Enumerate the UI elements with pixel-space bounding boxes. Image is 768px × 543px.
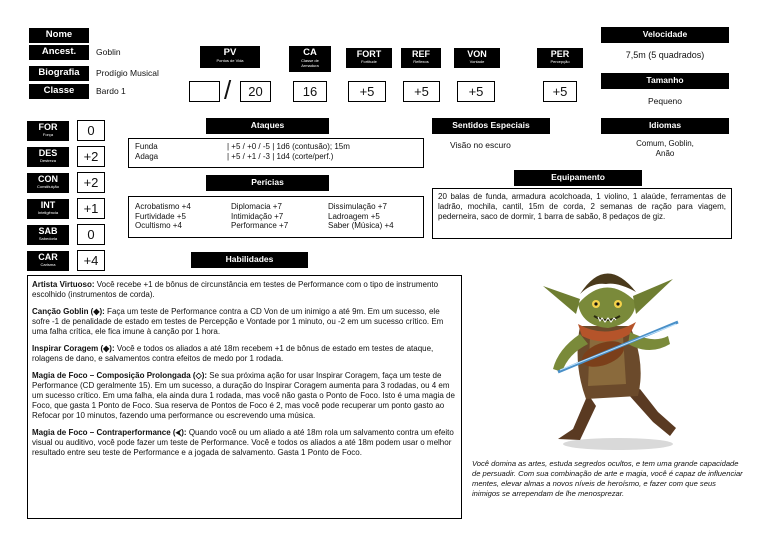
attr-int-label — [27, 199, 69, 219]
per-abbr: PER — [550, 49, 570, 59]
ataque-name: Funda — [135, 142, 158, 151]
pericia-item[interactable]: Ocultismo +4 — [135, 221, 182, 230]
equipamento-box[interactable]: 20 balas de funda, armadura acolchoada, 1 violino, 1 alaúde, ferramentas de ladrão, mochila, cantil, 15m de corda, 2 semanas de ração para viagem, pederneira, saco de dormir, 1 barra de sabão, 8 pedaços de giz. — [432, 188, 732, 239]
habilidades-box — [27, 275, 462, 519]
pericia-item[interactable]: Ladroagem +5 — [328, 211, 380, 221]
ataques-header: Ataques — [206, 118, 329, 134]
attr-for-value[interactable]: 0 — [77, 120, 105, 141]
attr-for-label — [27, 121, 69, 141]
attr-car-abbr: CAR — [38, 252, 58, 262]
attr-des-label — [27, 147, 69, 167]
von-sub: Vontade — [469, 59, 485, 64]
ref-abbr: REF — [412, 49, 430, 59]
name-label: Nome — [29, 28, 89, 43]
pericia-item[interactable]: Performance +7 — [231, 221, 289, 230]
ancestry-value[interactable]: Goblin — [96, 47, 121, 57]
ataque-name: Adaga — [135, 151, 159, 161]
idiomas-header: Idiomas — [601, 118, 729, 134]
habilidade-title: Magia de Foco – Contraperformance (⮜): — [32, 428, 187, 437]
background-label: Biografia — [29, 66, 89, 81]
habilidade-title: Canção Goblin (◆): — [32, 307, 105, 316]
ref-value-box[interactable]: +5 — [403, 81, 440, 102]
idiomas-value[interactable] — [601, 139, 729, 159]
velocidade-value[interactable]: 7,5m (5 quadrados) — [625, 50, 705, 60]
fort-label — [346, 48, 392, 68]
attr-sab-label — [27, 225, 69, 245]
per-value-box[interactable]: +5 — [543, 81, 577, 102]
pericias-row — [135, 212, 417, 222]
attr-int-abbr: INT — [40, 200, 56, 210]
ref-sub: Reflexos — [413, 59, 429, 64]
von-abbr: VON — [467, 49, 487, 59]
habilidade-text: Se sua próxima ação for usar Inspirar Coragem, faça um teste de Performance (CD geralmente 15). Em um sucesso, a duração do Inspirar Coragem aumenta para 3 rodadas, ou 4 em um sucesso crítico. Em uma falha, ela ainda dura 1 rodada, mas você não gasta o Ponto de Foco. Isto é uma magia de Foco, que gasta 1 Ponto de Foco. Sua reserva de Pontos de Foco é 2, mas você pode recuperar um ponto gasto ao Refocar por 10 minutos, fazendo uma performance ou escrevendo uma música. — [32, 371, 455, 420]
attr-sab-value[interactable]: 0 — [77, 224, 105, 245]
per-sub: Percepção — [550, 59, 570, 64]
attr-des-value[interactable]: +2 — [77, 146, 105, 167]
ca-abbr: CA — [303, 47, 317, 58]
ataque-stats: | +5 / +1 / -3 | 1d4 (corte/perf.) — [227, 151, 334, 161]
habilidade-title: Inspirar Coragem (◆): — [32, 344, 115, 353]
habilidade-text: Você recebe +1 de bônus de circunstância em testes de Performance com o tipo de instrumento escolhido (instrumentos de corda). — [32, 280, 439, 299]
velocidade-header: Velocidade — [601, 27, 729, 43]
habilidades-header: Habilidades — [191, 252, 308, 268]
ca-label — [289, 46, 331, 72]
habilidade-inspirar-coragem — [32, 344, 457, 364]
pericia-item[interactable]: Furtividade +5 — [135, 211, 186, 221]
pericia-item[interactable]: Dissimulação +7 — [328, 202, 387, 211]
habilidade-composicao-prolongada — [32, 371, 457, 421]
ataques-table — [128, 138, 424, 168]
pericias-header: Perícias — [206, 175, 329, 191]
pv-sub: Pontos de Vida — [216, 58, 244, 63]
pv-current-box[interactable] — [189, 81, 220, 102]
fort-value-box[interactable]: +5 — [348, 81, 386, 102]
habilidade-title: Artista Virtuoso: — [32, 280, 95, 289]
ca-sub: Classe de Armadura — [301, 58, 319, 68]
ataque-row-funda[interactable] — [135, 142, 417, 152]
ataque-row-adaga[interactable] — [135, 152, 417, 162]
ref-label — [401, 48, 441, 68]
attr-car-name: Carisma — [40, 262, 56, 267]
per-label — [537, 48, 583, 68]
fort-abbr: FORT — [356, 49, 382, 59]
attr-for-name: Força — [42, 132, 54, 137]
character-description: Você domina as artes, estuda segredos ocultos, e tem uma grande capacidade de persuadir. Com sua combinação de arte e magia, você é capaz de influenciar mentes, elevar almas a novos níveis de heroísmo, e fazer com que seus inimigos se arrependam de lhe menosprezar. — [472, 459, 743, 498]
pericia-item[interactable]: Acrobatismo +4 — [135, 202, 191, 211]
pericia-item[interactable]: Saber (Música) +4 — [328, 221, 394, 230]
tamanho-header: Tamanho — [601, 73, 729, 89]
attr-sab-name: Sabedoria — [38, 236, 58, 241]
pericias-row — [135, 221, 417, 231]
pericia-item[interactable]: Intimidação +7 — [231, 211, 284, 221]
fort-sub: Fortitude — [361, 59, 377, 64]
attr-int-value[interactable]: +1 — [77, 198, 105, 219]
habilidade-text: Faça um teste de Performance contra a CD Von de um inimigo a até 9m. Em um sucesso, ele sofre -1 de penalidade de estado em testes de Percepção e Vontade por 1 minuto, ou -2 em um sucesso crítico. Em uma falha crítica, ele fica imune à canção por 1 hora. — [32, 307, 444, 336]
idiomas-line-2: Anão — [655, 149, 675, 158]
attr-des-abbr: DES — [38, 148, 58, 158]
pv-label — [200, 46, 260, 68]
habilidade-title: Magia de Foco – Composição Prolongada (◇): — [32, 371, 208, 380]
attr-car-label — [27, 251, 69, 271]
attr-con-abbr: CON — [38, 174, 58, 184]
ataque-stats: | +5 / +0 / -5 | 1d6 (contusão); 15m — [227, 142, 350, 151]
habilidade-text: Você e todos os aliados a até 18m recebem +1 de bônus de estado em testes de ataque, rolagens de dano, e salvamentos contra efeitos de medo por 1 rodada. — [32, 344, 434, 363]
class-label: Classe — [29, 84, 89, 99]
attr-sab-abbr: SAB — [38, 226, 58, 236]
ancestry-label: Ancest. — [29, 45, 89, 60]
character-portrait — [518, 244, 720, 454]
attr-int-name: Inteligência — [37, 210, 59, 215]
equipamento-header: Equipamento — [514, 170, 642, 186]
pericias-row — [135, 202, 417, 212]
von-value-box[interactable]: +5 — [457, 81, 495, 102]
idiomas-line-1: Comum, Goblin, — [636, 139, 694, 148]
von-label — [454, 48, 500, 68]
habilidade-contraperformance — [32, 428, 457, 458]
attr-con-label — [27, 173, 69, 193]
tamanho-value[interactable]: Pequeno — [647, 96, 683, 106]
goblin-bard-illustration — [518, 244, 720, 454]
attr-des-name: Destreza — [39, 158, 56, 163]
pericias-table — [128, 196, 424, 238]
ca-value-box[interactable]: 16 — [293, 81, 327, 102]
habilidade-artista-virtuoso — [32, 280, 457, 300]
sentidos-header: Sentidos Especiais — [432, 118, 550, 134]
background-value[interactable]: Prodígio Musical — [96, 68, 159, 78]
attr-con-name: Constituição — [36, 184, 59, 189]
sentidos-value[interactable]: Visão no escuro — [450, 140, 511, 150]
pv-abbr: PV — [223, 47, 237, 58]
pv-slash: / — [224, 75, 232, 105]
class-value[interactable]: Bardo 1 — [96, 86, 126, 96]
habilidade-cancao-goblin — [32, 307, 457, 337]
habilidade-text: Quando você ou um aliado a até 18m rola um salvamento contra um efeito visual ou auditivo, você pode fazer um teste de Performance. Você e todos os aliados a até 18m podem usar o melhor resultado entre seu teste de Performance e a jogada de salvamento. Gasta 1 Ponto de Foco. — [32, 428, 454, 457]
attr-car-value[interactable]: +4 — [77, 250, 105, 271]
attr-for-abbr: FOR — [38, 122, 58, 132]
pv-max-box[interactable]: 20 — [240, 81, 271, 102]
pericia-item[interactable]: Diplomacia +7 — [231, 202, 282, 211]
attributes-column — [27, 118, 113, 274]
attr-con-value[interactable]: +2 — [77, 172, 105, 193]
